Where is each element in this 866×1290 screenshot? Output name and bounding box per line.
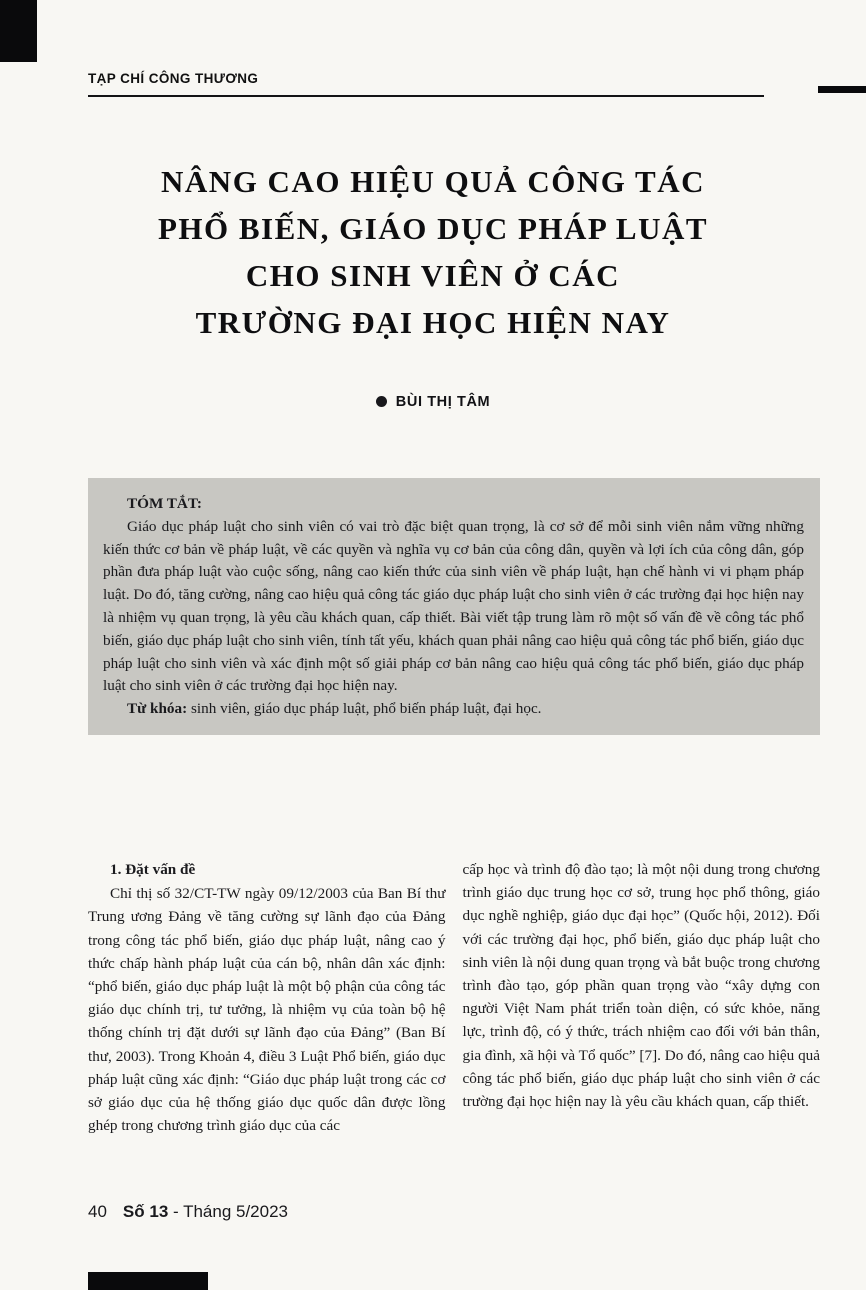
section-heading: 1. Đặt vấn đề (110, 861, 196, 878)
scan-artifact-top-left (0, 0, 37, 62)
author-bullet-icon (376, 396, 387, 407)
article-title-line-1: NÂNG CAO HIỆU QUẢ CÔNG TÁC (161, 164, 705, 199)
article-body (88, 858, 820, 1137)
abstract-text: Giáo dục pháp luật cho sinh viên có vai trò đặc biệt quan trọng, là cơ sở để mỗi sinh viên nắm vững những kiến thức cơ bản về pháp luật, về các quyền và nghĩa vụ cơ bản của công dân, quyền và lợi ích của công dân, góp phần đưa pháp luật vào cuộc sống, nâng cao kiến thức của sinh viên về pháp luật, hạn chế hành vi vi phạm pháp luật. Do đó, tăng cường, nâng cao hiệu quả công tác giáo dục pháp luật cho sinh viên ở các trường đại học hiện nay là nhiệm vụ quan trọng, là yêu cầu khách quan, cấp thiết. Bài viết tập trung làm rõ một số vấn đề về công tác phổ biến, giáo dục pháp luật cho sinh viên, tính tất yếu, khách quan phải nâng cao hiệu quả công tác phổ biến, giáo dục pháp luật cho sinh viên và xác định một số giải pháp cơ bản nâng cao hiệu quả công tác phổ biến, giáo dục pháp luật cho sinh viên ở các trường đại học hiện nay. (103, 517, 804, 695)
page-number: 40 (88, 1202, 107, 1221)
abstract-box (88, 478, 820, 735)
article-title-line-2: PHỔ BIẾN, GIÁO DỤC PHÁP LUẬT (157, 211, 709, 246)
scan-artifact-header-right (818, 86, 866, 93)
footer-date: - Tháng 5/2023 (168, 1202, 289, 1221)
footer-issue: Số 13 (122, 1202, 169, 1221)
page-footer (88, 1202, 288, 1222)
keywords-text: sinh viên, giáo dục pháp luật, phổ biến pháp luật, đại học. (187, 700, 542, 718)
article-title (60, 158, 806, 346)
body-column-left (88, 858, 446, 1137)
body-paragraph-right: cấp học và trình độ đào tạo; là một nội dung trong chương trình giáo dục trung học cơ sở, trung học phổ thông, giáo dục nghề nghiệp, giáo dục đại học” (Quốc hội, 2012). Đối với các trường đại học, phổ biến, giáo dục pháp luật cho sinh viên là nội dung quan trọng và bắt buộc trong chương trình đào tạo, góp phần quan trọng vào “xây dựng con người Việt Nam phát triển toàn diện, có sức khỏe, năng lực, trình độ, có ý thức, trách nhiệm cao đối với bản thân, gia đình, xã hội và Tổ quốc” [7]. Do đó, nâng cao hiệu quả công tác phổ biến, giáo dục pháp luật cho sinh viên ở các trường đại học hiện nay là yêu cầu khách quan, cấp thiết. (462, 861, 820, 1111)
abstract-heading: TÓM TẮT: (127, 495, 202, 512)
body-column-right (463, 858, 821, 1137)
masthead (88, 70, 764, 97)
body-paragraph-left: Chỉ thị số 32/CT-TW ngày 09/12/2003 của Ban Bí thư Trung ương Đảng về tăng cường sự lãnh đạo của Đảng trong công tác phổ biến, giáo dục pháp luật, nâng cao ý thức chấp hành pháp luật của cán bộ, nhân dân xác định: “phổ biến, giáo dục pháp luật là một bộ phận của công tác giáo dục chính trị, tư tưởng, là nhiệm vụ của toàn bộ hệ thống chính trị đặt dưới sự lãnh đạo của Đảng” (Ban Bí thư, 2003). Trong Khoản 4, điều 3 Luật Phổ biến, giáo dục pháp luật cũng xác định: “Giáo dục pháp luật trong các cơ sở giáo dục của hệ thống giáo dục quốc dân được lồng ghép trong chương trình giáo dục của các (88, 885, 446, 1135)
journal-name: TẠP CHÍ CÔNG THƯƠNG (88, 71, 259, 86)
keywords-label: Từ khóa: (127, 700, 188, 718)
article-title-line-3: CHO SINH VIÊN Ở CÁC (245, 258, 621, 293)
author-line (0, 394, 866, 410)
author-name: BÙI THỊ TÂM (395, 394, 491, 410)
scan-artifact-bottom-left (88, 1272, 208, 1290)
article-title-line-4: TRƯỜNG ĐẠI HỌC HIỆN NAY (195, 305, 671, 340)
abstract-keywords (103, 698, 804, 721)
